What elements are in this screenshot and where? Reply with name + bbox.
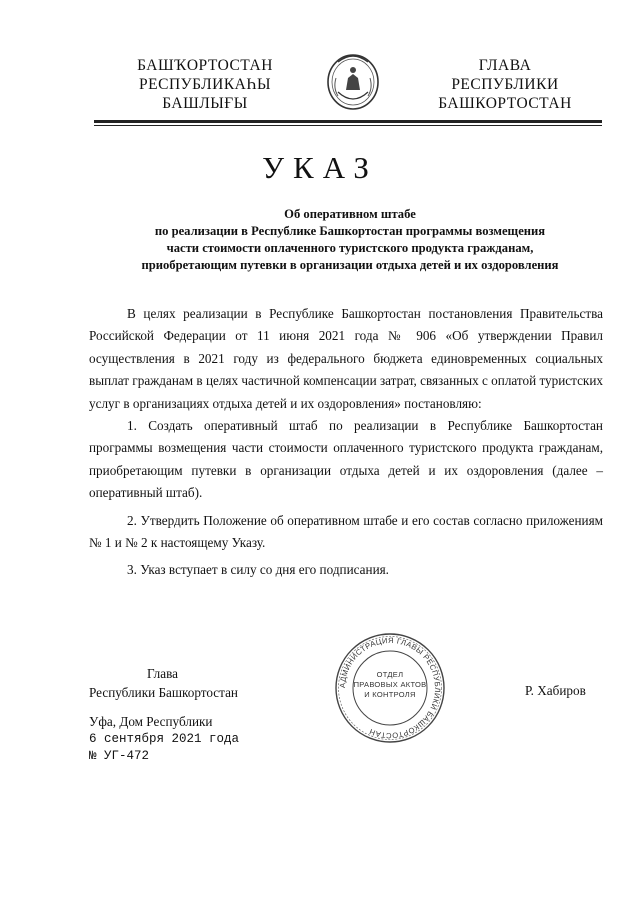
header-divider-thin <box>94 125 602 126</box>
header-right-line: РЕСПУБЛИКИ <box>451 76 559 93</box>
decree-item-1: 1. Создать оперативный штаб по реализации в Республике Башкортостан программы возмещения части стоимости оплаченного туристского продукта гражданам, приобретающим путевки в организации отдыха детей и их оздоровления (далее – оперативный штаб). <box>89 418 603 501</box>
header-right-title <box>420 56 590 113</box>
decree-number: № УГ-472 <box>89 749 150 763</box>
stamp-line: И КОНТРОЛЯ <box>364 690 416 699</box>
stamp-line: ПРАВОВЫХ АКТОВ <box>353 680 427 689</box>
decree-item-3: 3. Указ вступает в силу со дня его подписания. <box>127 562 389 578</box>
stamp-center-text <box>334 670 446 700</box>
signatory-position-line1: Глава <box>147 666 178 681</box>
decree-item-2: 2. Утвердить Положение об оперативном штабе и его состав согласно приложениям № 1 и № 2 к настоящему Указу. <box>89 512 603 551</box>
subject-line: части стоимости оплаченного туристского продукта гражданам, <box>166 241 534 255</box>
subject-line: по реализации в Республике Башкортостан программы возмещения <box>154 224 546 238</box>
signatory-name: Р. Хабиров <box>525 683 586 698</box>
decree-body <box>89 303 603 582</box>
preamble-paragraph: В целях реализации в Республике Башкортостан постановления Правительства Российской Федерации от 11 июня 2021 года № 906 «Об утверждении Правил осуществления в 2021 году из федерального бюджета единовременных социальных выплат гражданам в целях частичной компенсации затрат, связанных с оплатой туристских услуг в организациях отдыха детей и их оздоровления» постановляю: <box>89 306 603 411</box>
subject-line: Об оперативном штабе <box>284 207 416 221</box>
issue-place: Уфа, Дом Республики <box>89 714 213 729</box>
header-left-line: БАШҠОРТОСТАН <box>137 57 273 74</box>
header-left-title <box>120 56 290 113</box>
header-divider-thick <box>94 120 602 123</box>
document-title: УКАЗ <box>262 150 378 185</box>
subject-line: приобретающим путевки в организации отдыха детей и их оздоровления <box>141 258 559 272</box>
stamp-line: ОТДЕЛ <box>376 670 404 679</box>
header-left-line: БАШЛЫҒЫ <box>162 95 248 112</box>
signatory-position <box>89 664 238 702</box>
header-right-line: БАШКОРТОСТАН <box>438 95 572 112</box>
issue-details <box>89 712 239 765</box>
signatory-position-line2: Республики Башкортостан <box>89 685 238 700</box>
issue-date: 6 сентября 2021 года <box>89 732 240 746</box>
coat-of-arms-emblem-icon <box>324 48 382 112</box>
decree-subject <box>70 206 630 274</box>
header-left-line: РЕСПУБЛИКАҺЫ <box>139 76 271 93</box>
header-right-line: ГЛАВА <box>478 57 532 74</box>
stamp-ring-text: АДМИНИСТРАЦИЯ ГЛАВЫ РЕСПУБЛИКИ БАШКОРТОСТАН <box>337 635 443 741</box>
